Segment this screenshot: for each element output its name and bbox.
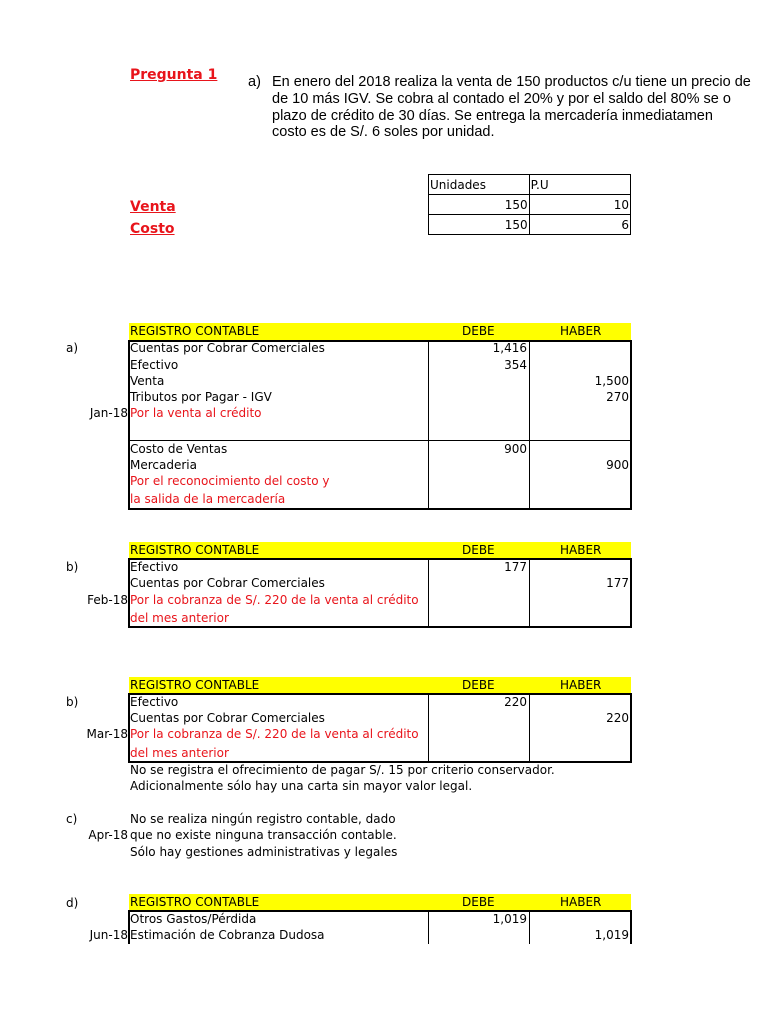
haber-amount: 177 xyxy=(606,576,629,590)
account-name: Cuentas por Cobrar Comerciales xyxy=(130,341,325,355)
venta-label: Venta xyxy=(130,199,176,215)
debe-amount: 220 xyxy=(504,695,527,709)
account-name: Efectivo xyxy=(130,695,179,709)
haber-amount: 270 xyxy=(606,390,629,404)
question-marker: a) xyxy=(248,74,261,90)
question-title: Pregunta 1 xyxy=(130,67,218,83)
account-name: Estimación de Cobranza Dudosa xyxy=(130,928,325,942)
debe-amount: 900 xyxy=(504,442,527,456)
account-name: Venta xyxy=(130,374,165,388)
entry-header-haber: HABER xyxy=(560,678,602,692)
entry-header-title: REGISTRO CONTABLE xyxy=(130,543,260,557)
debe-amount: 354 xyxy=(504,358,527,372)
account-name: Otros Gastos/Pérdida xyxy=(130,912,257,926)
account-name: Costo de Ventas xyxy=(130,442,228,456)
costo-pu: 6 xyxy=(529,215,630,235)
haber-amount: 1,019 xyxy=(594,928,629,942)
account-name: Efectivo xyxy=(130,560,179,574)
entry-letter: c) xyxy=(66,812,78,826)
entry-gloss: la salida de la mercadería xyxy=(130,492,286,506)
entry-gloss: Por la venta al crédito xyxy=(130,406,262,420)
entry-header-debe: DEBE xyxy=(462,324,495,338)
question-line-2: de 10 más IGV. Se cobra al contado el 20% y por el saldo del 80% se o xyxy=(272,91,731,107)
entry-date: Jan-18 xyxy=(89,406,128,420)
entry-header-title: REGISTRO CONTABLE xyxy=(130,324,260,338)
entry-header-haber: HABER xyxy=(560,895,602,909)
entry-gloss: Por la cobranza de S/. 220 de la venta al crédito xyxy=(130,593,419,607)
account-name: Efectivo xyxy=(130,358,179,372)
entry-header-debe: DEBE xyxy=(462,678,495,692)
haber-amount: 900 xyxy=(606,458,629,472)
entry-date: Apr-18 xyxy=(88,828,128,842)
account-name: Tributos por Pagar - IGV xyxy=(130,390,272,404)
entry-note: Sólo hay gestiones administrativas y legales xyxy=(130,845,398,859)
entry-gloss: Por el reconocimiento del costo y xyxy=(130,474,330,488)
debe-amount: 1,019 xyxy=(492,912,527,926)
entry-note: que no existe ninguna transacción contable. xyxy=(130,828,397,842)
question-line-1: En enero del 2018 realiza la venta de 150 productos c/u tiene un precio de xyxy=(272,74,751,90)
price-table xyxy=(428,174,631,235)
entry-note: Adicionalmente sólo hay una carta sin mayor valor legal. xyxy=(130,779,473,793)
account-name: Cuentas por Cobrar Comerciales xyxy=(130,711,325,725)
costo-unidades: 150 xyxy=(429,215,530,235)
haber-amount: 220 xyxy=(606,711,629,725)
entry-date: Jun-18 xyxy=(89,928,128,942)
entry-header-title: REGISTRO CONTABLE xyxy=(130,895,260,909)
col-header-unidades: Unidades xyxy=(429,175,530,195)
entry-date: Feb-18 xyxy=(87,593,128,607)
entry-header-title: REGISTRO CONTABLE xyxy=(130,678,260,692)
question-line-4: costo es de S/. 6 soles por unidad. xyxy=(272,124,495,140)
debe-amount: 177 xyxy=(504,560,527,574)
entry-header-haber: HABER xyxy=(560,324,602,338)
account-name: Mercaderia xyxy=(130,458,197,472)
venta-pu: 10 xyxy=(529,195,630,215)
account-name: Cuentas por Cobrar Comerciales xyxy=(130,576,325,590)
entry-note: No se realiza ningún registro contable, dado xyxy=(130,812,396,826)
entry-note: No se registra el ofrecimiento de pagar S/. 15 por criterio conservador. xyxy=(130,763,555,777)
venta-unidades: 150 xyxy=(429,195,530,215)
entry-letter: b) xyxy=(66,695,79,709)
entry-gloss: del mes anterior xyxy=(130,611,229,625)
entry-header-haber: HABER xyxy=(560,543,602,557)
costo-label: Costo xyxy=(130,221,175,237)
question-line-3: plazo de crédito de 30 días. Se entrega la mercadería inmediatamen xyxy=(272,108,713,124)
entry-letter: b) xyxy=(66,560,79,574)
col-header-pu: P.U xyxy=(529,175,630,195)
entry-date: Mar-18 xyxy=(86,727,128,741)
entry-header-debe: DEBE xyxy=(462,895,495,909)
entry-header-debe: DEBE xyxy=(462,543,495,557)
entry-gloss: Por la cobranza de S/. 220 de la venta al crédito xyxy=(130,727,419,741)
entry-letter: a) xyxy=(66,341,79,355)
haber-amount: 1,500 xyxy=(594,374,629,388)
debe-amount: 1,416 xyxy=(492,341,527,355)
entry-gloss: del mes anterior xyxy=(130,746,229,760)
entry-letter: d) xyxy=(66,896,79,910)
